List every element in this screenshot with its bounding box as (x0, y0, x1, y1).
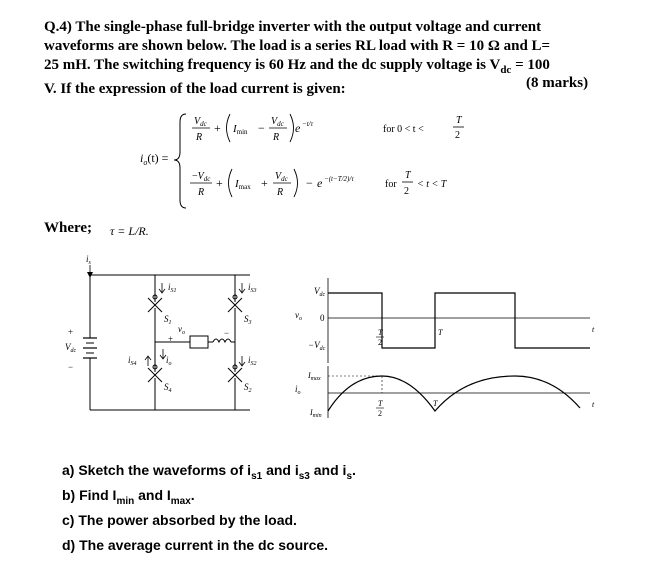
subquestion-b: b) Find $I_{min}$ and $I_{max}$. (62, 487, 195, 507)
eq1-cond-two: 2 (455, 130, 460, 141)
question-text (44, 18, 604, 99)
s4-label: $S_4$ (164, 382, 172, 394)
eq-lhs: $i_o(t)$ = (140, 151, 169, 167)
marks-label: (8 marks) (526, 75, 589, 91)
question-line-4-text: V. If the expression of the load current is given: (44, 81, 346, 97)
eq1-e: e (295, 121, 301, 135)
eq1-vdc-2: $V_{dc}$ (271, 116, 284, 128)
switch-s4 (148, 360, 162, 390)
eq1-paren-right (290, 114, 294, 142)
imin-label: $I_{min}$ (310, 408, 322, 419)
vo-plus: + (168, 334, 174, 344)
vdc-negative-label: $-V_{dc}$ (308, 340, 326, 352)
is1-label: $i_{S1}$ (168, 282, 177, 294)
switch-s3 (228, 290, 242, 320)
io-label: $i_o$ (166, 355, 172, 367)
eq2-vdc: $V_{dc}$ (275, 171, 288, 183)
vdc-positive-label: $V_{dc}$ (314, 286, 326, 298)
vdc-subscript: dc (500, 64, 512, 76)
s3-label: $S_3$ (244, 314, 252, 326)
vo-minus: − (224, 328, 230, 338)
io-time-label: t (592, 400, 595, 409)
eq-row-2 (190, 169, 448, 198)
s1-label: $S_1$ (164, 314, 172, 326)
eq1-r-2: R (273, 132, 280, 143)
vo-zero-label: 0 (320, 313, 325, 323)
subquestion-c: c) The power absorbed by the load. (62, 512, 297, 528)
eq1-vdc: $V_{dc}$ (194, 116, 207, 128)
io-t-half-t: T (378, 399, 383, 408)
is2-label: $i_{S2}$ (248, 355, 257, 367)
is3-label: $i_{S3}$ (248, 282, 257, 294)
eq2-paren-left (229, 169, 233, 197)
tau-definition: τ = L/R. (110, 224, 149, 238)
switch-s2 (228, 360, 242, 390)
eq1-imin: Imin (233, 123, 248, 136)
full-bridge-circuit (50, 250, 295, 430)
eq1-minus: − (258, 121, 265, 135)
vo-waveform (328, 293, 590, 348)
eq1-cond-t: T (456, 115, 462, 126)
where-label: Where; (44, 220, 93, 236)
vo-t-half-t: T (378, 328, 383, 337)
question-line-2-text: waveforms are shown below. The load is a series RL load with R = 10 Ω and L= (44, 38, 551, 54)
s2-label: $S_2$ (244, 382, 252, 394)
eq2-e: e (317, 176, 323, 190)
eq1-condition: for 0 < t < (383, 124, 424, 135)
question-line-3-end: = 100 (511, 57, 550, 73)
vo-t-label: T (438, 328, 443, 337)
eq2-neg-vdc: $-V_{dc}$ (192, 171, 211, 183)
eq2-exponent: −(t−T/2)/τ (324, 175, 354, 183)
eq2-plus: + (216, 176, 223, 190)
question-line-4 (44, 80, 604, 99)
eq1-r: R (196, 132, 203, 143)
eq2-condition: for (385, 179, 397, 190)
question-line-2 (44, 37, 604, 56)
vo-t-half-two: 2 (378, 338, 382, 347)
io-waveform (328, 376, 580, 411)
eq2-condition-end: < t < T (417, 179, 447, 190)
dc-source-label: $V_{dc}$ (65, 342, 77, 354)
eq1-paren-left (227, 114, 231, 142)
eq2-paren-right (294, 169, 298, 197)
load-current-equation (130, 108, 480, 213)
eq2-r: R (198, 187, 205, 198)
vo-label: $v_o$ (178, 324, 185, 336)
question-number: Q.4) (44, 19, 72, 35)
dc-source-battery (83, 338, 97, 358)
question-line-3 (44, 56, 604, 80)
io-t-half-two: 2 (378, 409, 382, 418)
dc-minus-label: − (68, 362, 74, 372)
eq2-cond-t: T (405, 170, 411, 181)
subquestion-d: d) The average current in the dc source. (62, 537, 329, 553)
vo-time-label: t (592, 325, 595, 334)
question-line-1-text: The single-phase full-bridge inverter with the output voltage and current (75, 19, 542, 35)
eq2-minus: − (306, 176, 313, 190)
subquestion-a: a) Sketch the waveforms of $i_{s1}$ and $i_{s3}$ and $i_s$. (62, 462, 356, 482)
eq2-r-2: R (277, 187, 284, 198)
is4-label: $i_{S4}$ (128, 355, 137, 367)
imax-label: $I_{max}$ (308, 371, 321, 382)
question-line-3-text: 25 mH. The switching frequency is 60 Hz and the dc supply voltage is V (44, 57, 501, 73)
vo-axis-label: $v_o$ (295, 310, 302, 322)
dc-plus-label: + (68, 327, 74, 337)
question-line-1 (44, 18, 604, 37)
switch-s1 (148, 290, 162, 320)
eq1-plus: + (214, 121, 221, 135)
waveform-plot (290, 268, 610, 428)
io-axis-label: $i_o$ (295, 384, 301, 396)
eq1-exponent: −t/τ (302, 120, 314, 128)
eq-brace (174, 114, 186, 208)
eq2-plus-2: + (261, 176, 268, 190)
is-label: $i_s$ (86, 254, 91, 266)
eq-row-1 (192, 114, 464, 143)
eq2-imax: Imax (235, 178, 251, 191)
eq2-cond-two: 2 (404, 186, 409, 197)
io-t-label: T (433, 399, 438, 408)
